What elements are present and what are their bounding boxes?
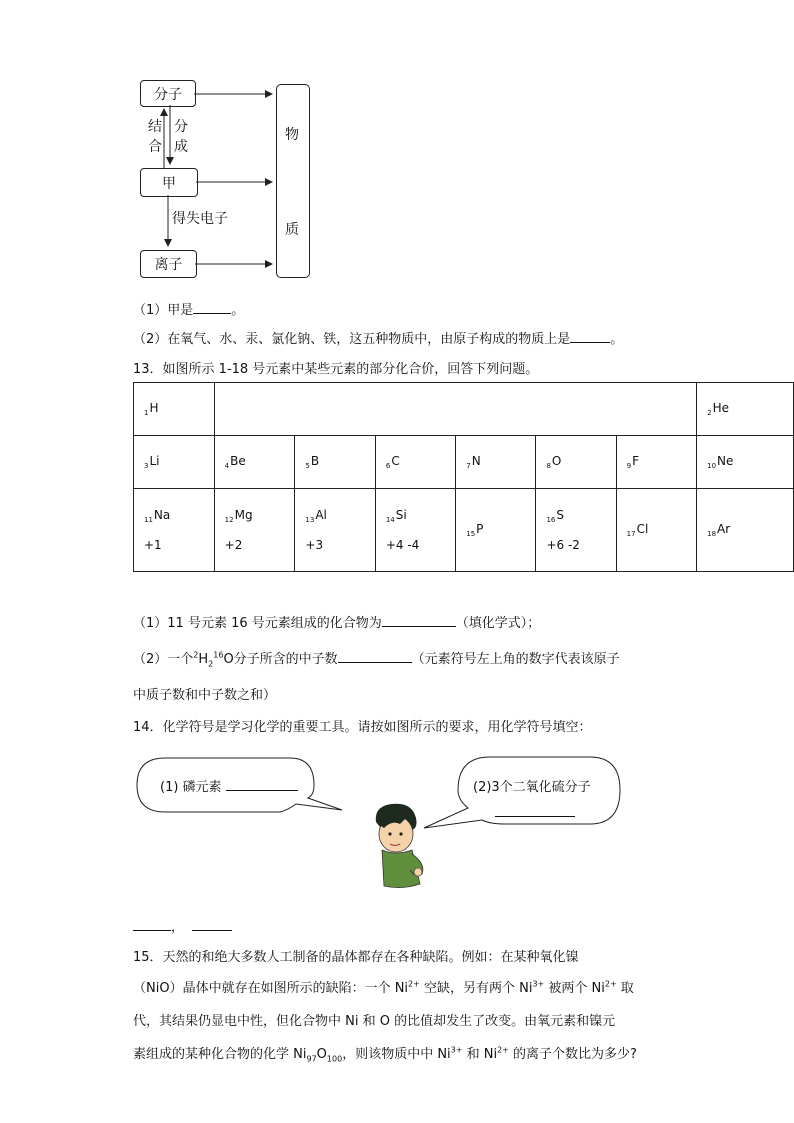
- bubble-2: (2)3个二氧化硫分子: [473, 780, 591, 795]
- q12-part1: （1）甲是 。: [133, 303, 245, 318]
- split-char-1: 分: [174, 119, 188, 135]
- bubble-1: (1) 磷元素: [160, 776, 298, 795]
- cell-P: $_{15}$P: [456, 489, 536, 572]
- cell-Be: $_4$Be: [214, 436, 295, 489]
- cell-F: $_9$F: [616, 436, 696, 489]
- q14-title: 14．化学符号是学习化学的重要工具。请按如图所示的要求，用化学符号填空：: [133, 720, 592, 735]
- q13-blank-1[interactable]: [382, 626, 456, 627]
- substance-char-1: 物: [285, 127, 299, 143]
- q13-part1: （1）11 号元素 16 号元素组成的化合物为 （填化学式）；: [133, 616, 541, 631]
- q14-answer-blank-2[interactable]: [192, 930, 232, 931]
- q12-part2: （2）在氧气、水、汞、氯化钠、铁，这五种物质中，由原子构成的物质上是 。: [133, 332, 624, 347]
- combine-char-1: 结: [148, 119, 162, 135]
- cell-Li: $_3$Li: [134, 436, 215, 489]
- gain-lose-electron-label: 得失电子: [172, 211, 228, 227]
- cell-N: $_7$N: [456, 436, 536, 489]
- cell-Cl: $_{17}$Cl: [616, 489, 696, 572]
- q13-part2-line2: 中质子数和中子数之和）: [133, 688, 277, 703]
- cell-Si: $_{14}$Si +4 -4: [375, 489, 455, 572]
- cell-O: $_8$O: [536, 436, 616, 489]
- split-char-2: 成: [174, 139, 188, 155]
- q15-line4: 素组成的某种化合物的化学 $Ni_{97}O_{100}$，则该物质中中 $Ni^{3+}$ 和 $Ni^{2+}$ 的离子个数比为多少?: [133, 1045, 637, 1064]
- cell-Ar: $_{18}$Ar: [697, 489, 794, 572]
- bubble-2-blank[interactable]: [495, 802, 575, 817]
- cell-Mg: $_{12}$Mg +2: [214, 489, 295, 572]
- bubble-1-blank[interactable]: [226, 790, 298, 791]
- q13-part2: （2）一个$^2H_2^{16}O$分子所含的中子数 （元素符号左上角的数字代表该原子: [133, 650, 620, 669]
- cell-empty: [214, 383, 696, 436]
- cell-He: $_2$He: [697, 383, 794, 436]
- periodic-table: [133, 382, 794, 572]
- q13-title: 13．如图所示 1-18 号元素中某些元素的部分化合价，回答下列问题。: [133, 362, 539, 377]
- cell-Ne: $_{10}$Ne: [697, 436, 794, 489]
- q15-line3: 代，其结果仍显电中性，但化合物中 Ni 和 O 的比值却发生了改变。由氧元素和镍元: [133, 1014, 616, 1029]
- q15-line1: 15．天然的和绝大多数人工制备的晶体都存在各种缺陷。例如：在某种氧化镍: [133, 950, 579, 965]
- cell-C: $_6$C: [375, 436, 455, 489]
- jia-label: 甲: [162, 175, 176, 192]
- q15-line2: （NiO）晶体中就存在如图所示的缺陷：一个 $Ni^{2+}$ 空缺，另有两个 $Ni^{3+}$ 被两个 $Ni^{2+}$ 取: [133, 979, 634, 996]
- diagram-arrows: [0, 0, 794, 300]
- ion-label: 离子: [154, 257, 183, 273]
- q13-blank-2[interactable]: [338, 662, 412, 663]
- molecule-label: 分子: [154, 86, 182, 103]
- q12-blank-1[interactable]: [193, 313, 231, 314]
- substance-char-2: 质: [285, 222, 299, 238]
- cell-S: $_{16}$S +6 -2: [536, 489, 616, 572]
- q14-answers: ，: [133, 916, 232, 935]
- cell-H: $_1$H: [134, 383, 215, 436]
- q12-blank-2[interactable]: [570, 342, 610, 343]
- boy-illustration: [362, 800, 434, 892]
- cell-Na: $_{11}$Na +1: [134, 489, 215, 572]
- cell-B: $_5$B: [295, 436, 375, 489]
- boy-hand: [414, 868, 422, 876]
- q14-answer-blank-1[interactable]: [133, 930, 171, 931]
- cell-Al: $_{13}$Al +3: [295, 489, 375, 572]
- combine-char-2: 合: [148, 139, 162, 155]
